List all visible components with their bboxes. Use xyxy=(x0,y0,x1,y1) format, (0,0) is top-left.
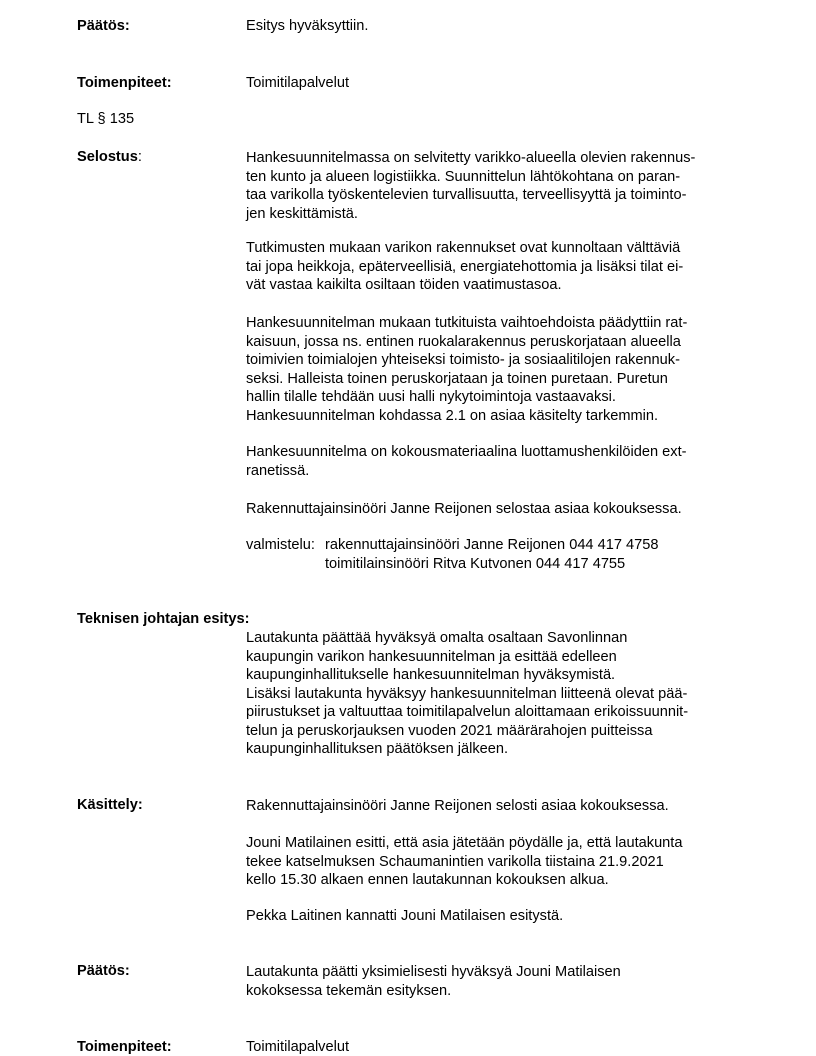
preparation-contact-1: rakennuttajainsinööri Janne Reijonen 044 417 4758 xyxy=(325,537,659,553)
actions-text: Toimitilapalvelut xyxy=(246,75,350,91)
decision-label: Päätös: xyxy=(77,18,130,34)
actions-label: Toimenpiteet: xyxy=(77,75,172,91)
section-reference: TL § 135 xyxy=(77,111,135,127)
proposal-label: Teknisen johtajan esitys: xyxy=(77,611,250,627)
decision-label: Päätös: xyxy=(77,963,130,979)
actions-label: Toimenpiteet: xyxy=(77,1039,172,1055)
preparation-contact-2: toimitilainsinööri Ritva Kutvonen 044 417 4755 xyxy=(325,555,626,572)
handling-label: Käsittely: xyxy=(77,797,143,813)
actions-text: Toimitilapalvelut xyxy=(246,1039,350,1055)
decision-text: Esitys hyväksyttiin. xyxy=(246,18,369,34)
preparation-label: valmistelu: xyxy=(246,537,315,553)
report-label: Selostus: xyxy=(77,149,142,165)
